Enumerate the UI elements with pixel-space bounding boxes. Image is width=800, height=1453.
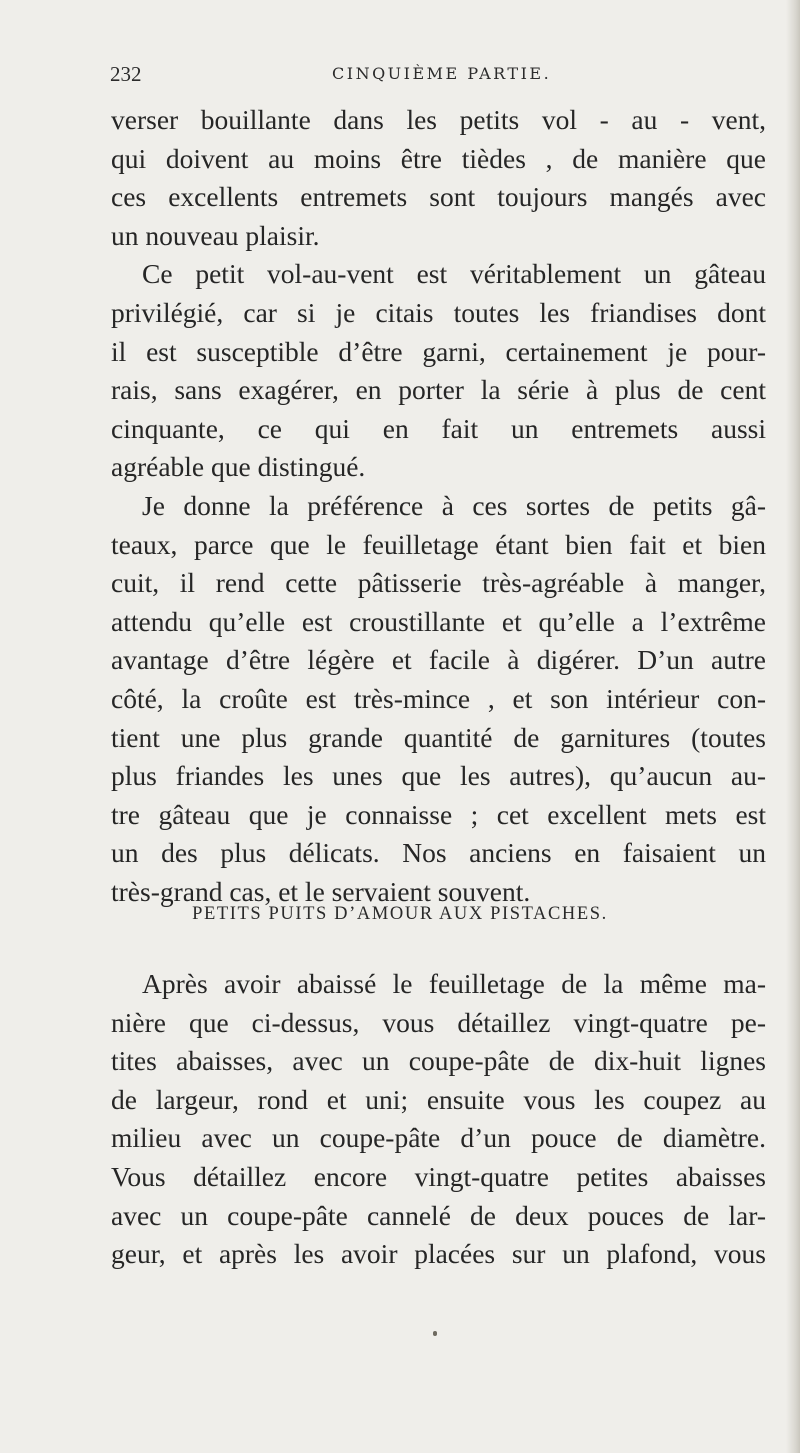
text-line: il est susceptible d’être garni, certainement je pour- bbox=[111, 335, 766, 367]
ink-speck bbox=[433, 1331, 437, 1336]
text-line: Ce petit vol-au-vent est véritablement un gâteau bbox=[142, 258, 766, 290]
text-line: Je donne la préférence à ces sortes de petits gâ- bbox=[142, 489, 766, 521]
text-line: nière que ci-dessus, vous détaillez vingt-quatre pe- bbox=[111, 1006, 766, 1038]
text-line: qui doivent au moins être tièdes , de manière que bbox=[111, 142, 766, 174]
text-line: tient une plus grande quantité de garnitures (toutes bbox=[111, 721, 766, 753]
text-line: côté, la croûte est très-mince , et son intérieur con- bbox=[111, 682, 766, 714]
text-line: avantage d’être légère et facile à digérer. D’un autre bbox=[111, 644, 766, 676]
text-line: milieu avec un coupe-pâte d’un pouce de diamètre. bbox=[111, 1122, 766, 1154]
text-line: de largeur, rond et uni; ensuite vous les coupez au bbox=[111, 1083, 766, 1115]
text-line: cinquante, ce qui en fait un entremets aussi bbox=[111, 412, 766, 444]
page-number: 232 bbox=[110, 62, 142, 86]
text-line: tites abaisses, avec un coupe-pâte de dix-huit lignes bbox=[111, 1045, 766, 1077]
text-line: verser bouillante dans les petits vol - au - vent, bbox=[111, 104, 766, 135]
text-line: très-grand cas, et le servaient souvent. bbox=[111, 875, 531, 907]
body-text-top bbox=[111, 101, 771, 911]
text-line: rais, sans exagérer, en porter la série à plus de cent bbox=[111, 374, 766, 406]
body-text-bottom bbox=[111, 965, 771, 1274]
text-line: privilégié, car si je citais toutes les friandises dont bbox=[111, 296, 766, 328]
text-line: Vous détaillez encore vingt-quatre petites abaisses bbox=[111, 1160, 766, 1192]
text-line: avec un coupe-pâte cannelé de deux pouces de lar- bbox=[111, 1199, 766, 1231]
running-head bbox=[110, 62, 770, 96]
text-line: tre gâteau que je connaisse ; cet excellent mets est bbox=[111, 798, 766, 830]
text-line: attendu qu’elle est croustillante et qu’elle a l’extrême bbox=[111, 605, 766, 637]
text-line: un des plus délicats. Nos anciens en faisaient un bbox=[111, 837, 766, 869]
text-line: geur, et après les avoir placées sur un plafond, vous bbox=[111, 1238, 766, 1270]
text-line: agréable que distingué. bbox=[111, 451, 366, 483]
text-line: un nouveau plaisir. bbox=[111, 219, 320, 251]
section-heading: PETITS PUITS D’AMOUR AUX PISTACHES. bbox=[192, 904, 608, 924]
text-line: cuit, il rend cette pâtisserie très-agréable à manger, bbox=[111, 567, 766, 599]
text-line: ces excellents entremets sont toujours mangés avec bbox=[111, 181, 766, 213]
page-edge-shadow bbox=[786, 0, 800, 1453]
text-line: plus friandes les unes que les autres), qu’aucun au- bbox=[111, 760, 766, 792]
running-title: CINQUIÈME PARTIE. bbox=[332, 64, 552, 83]
text-line: teaux, parce que le feuilletage étant bien fait et bien bbox=[111, 528, 766, 560]
text-line: Après avoir abaissé le feuilletage de la même ma- bbox=[142, 968, 766, 999]
